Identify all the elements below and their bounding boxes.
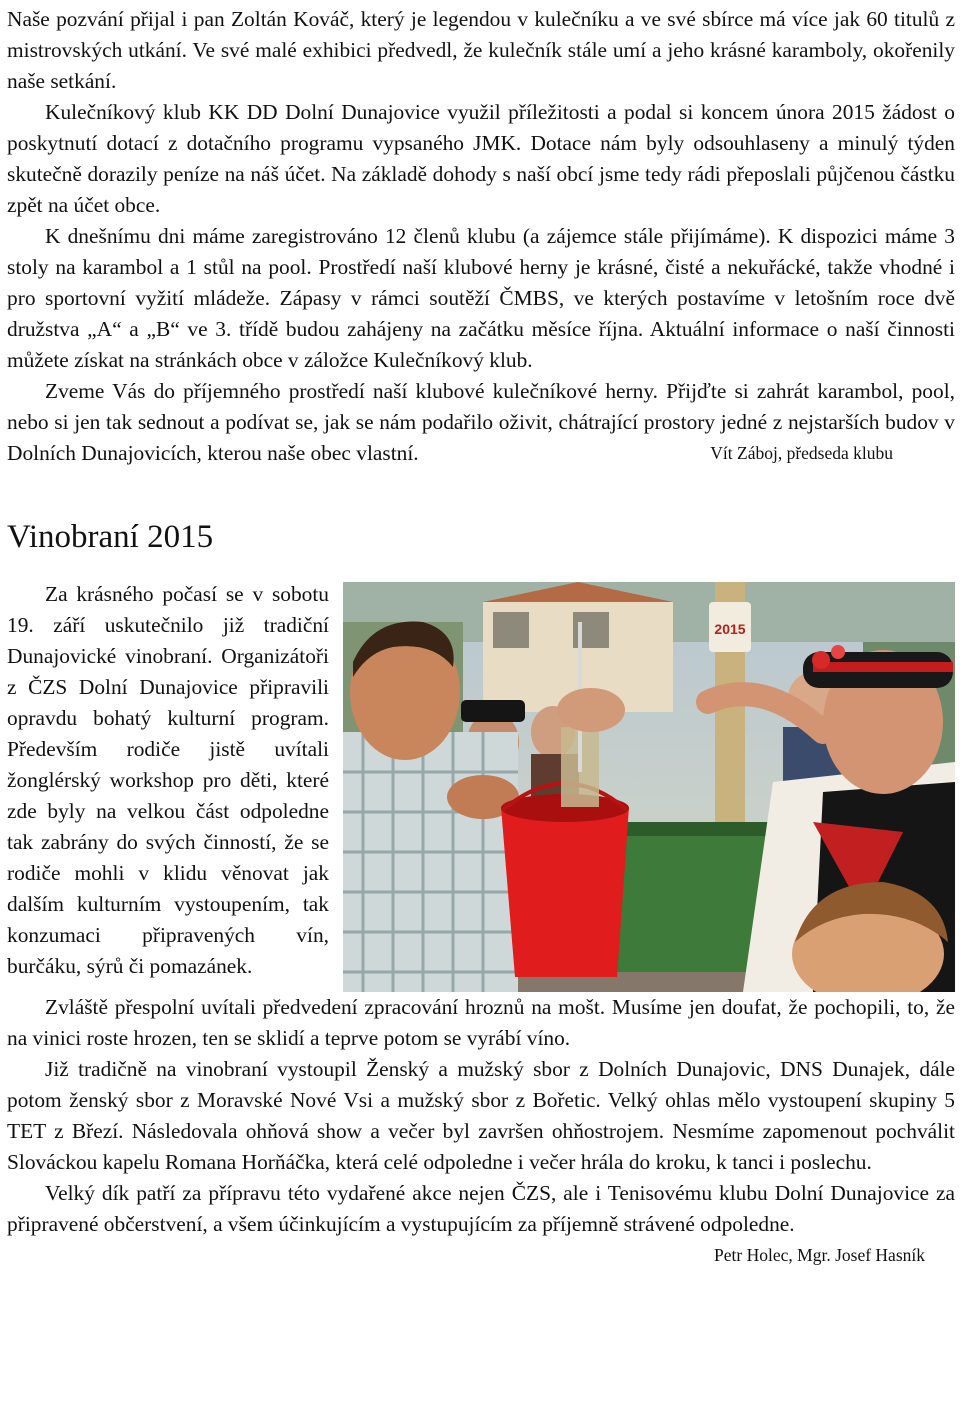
- vinobrani-paragraph-4: [7, 1178, 955, 1265]
- vinobrani-photo: [343, 582, 955, 992]
- club-signature: Vít Záboj, předseda klubu: [710, 443, 893, 463]
- maypole-sign-text: 2015: [714, 621, 746, 637]
- vinobrani-signature: Petr Holec, Mgr. Josef Hasník: [714, 1245, 925, 1265]
- club-paragraph-2: Kulečníkový klub KK DD Dolní Dunajovice využil příležitosti a podal si koncem února 2015 žádost o poskytnutí dotací z dotačního programu vypsaného JMK. Dotace nám byly odsouhlaseny a minulý týden skutečně dorazily peníze na náš účet. Na základě dohody s naší obcí jsme tedy rádi přeposlali půjčenou částku zpět na účet obce.: [7, 100, 955, 217]
- vinobrani-section: [7, 579, 955, 982]
- vinobrani-paragraph-1: Za krásného počasí se v sobotu 19. září uskutečnilo již tradiční Dunajovické vinobraní. Organizátoři z ČZS Dolní Dunajovice připravili opravdu bohatý kulturní program. Především rodiče jistě uvítali žonglérský workshop pro děti, které zde byly na velkou část odpoledne tak zabrány do svých činností, že se rodiče mohli v klidu věnovat jak dalším kulturním vystoupením, tak konzumaci připravených vín, burčáku, sýrů či pomazánek.: [7, 582, 329, 978]
- club-paragraph-1: Naše pozvání přijal i pan Zoltán Kováč, který je legendou v kulečníku a ve své sbírce má více jak 60 titulů z mistrovských utkání. Ve své malé exhibici předvedl, že kulečník stále umí a jeho krásné karamboly, okořenily naše setkání.: [7, 7, 955, 93]
- vinobrani-paragraph-2: Zvláště přespolní uvítali předvedení zpracování hroznů na mošt. Musíme jen doufat, že pochopili, to, že na vinici roste hrozen, ten se sklidí a teprve potom se vyrábí víno.: [7, 995, 955, 1050]
- club-paragraph-4-text: Zveme Vás do příjemného prostředí naší klubové kulečníkové herny. Přijďte si zahrát karambol, pool, nebo si jen tak sednout a podívat se, jak se nám podařilo oživit, chátrající prostory jedné z nejstarších budov v Dolních Dunajovicích, kterou naše obec vlastní.: [7, 379, 955, 465]
- vinobrani-paragraph-3: Již tradičně na vinobraní vystoupil Ženský a mužský sbor z Dolních Dunajovic, DNS Dunajek, dále potom ženský sbor z Moravské Nové Vsi a mužský sbor z Bořetic. Velký ohlas mělo vystoupení skupiny 5 TET z Březí. Následovala ohňová show a večer byl završen ohňostrojem. Nesmíme zapomenout pochválit Slováckou kapelu Romana Horňáčka, která celé odpoledne i večer hrála do kroku, k tanci i poslechu.: [7, 1057, 955, 1174]
- vinobrani-paragraph-4-text: Velký dík patří za přípravu této vydařené akce nejen ČZS, ale i Tenisovému klubu Dolní Dunajovice za připravené občerstvení, a všem účinkujícím a vystupujícím za příjemně strávené odpoledne.: [7, 1181, 955, 1236]
- article-page: [7, 0, 955, 1271]
- club-paragraph-3: K dnešnímu dni máme zaregistrováno 12 členů klubu (a zájemce stále přijímáme). K dispozici máme 3 stoly na karambol a 1 stůl na pool. Prostředí naší klubové herny je krásné, čisté a nekuřácké, takže vhodné i pro sportovní vyžití mládeže. Zápasy v rámci soutěží ČMBS, ve kterých postavíme v letošním roce dvě družstva „A“ a „B“ ve 3. třídě budou zahájeny na začátku měsíce října. Aktuální informace o naší činnosti můžete získat na stránkách obce v záložce Kulečníkový klub.: [7, 224, 955, 372]
- vinobrani-heading: Vinobraní 2015: [7, 519, 214, 555]
- club-paragraph-4: [7, 376, 955, 469]
